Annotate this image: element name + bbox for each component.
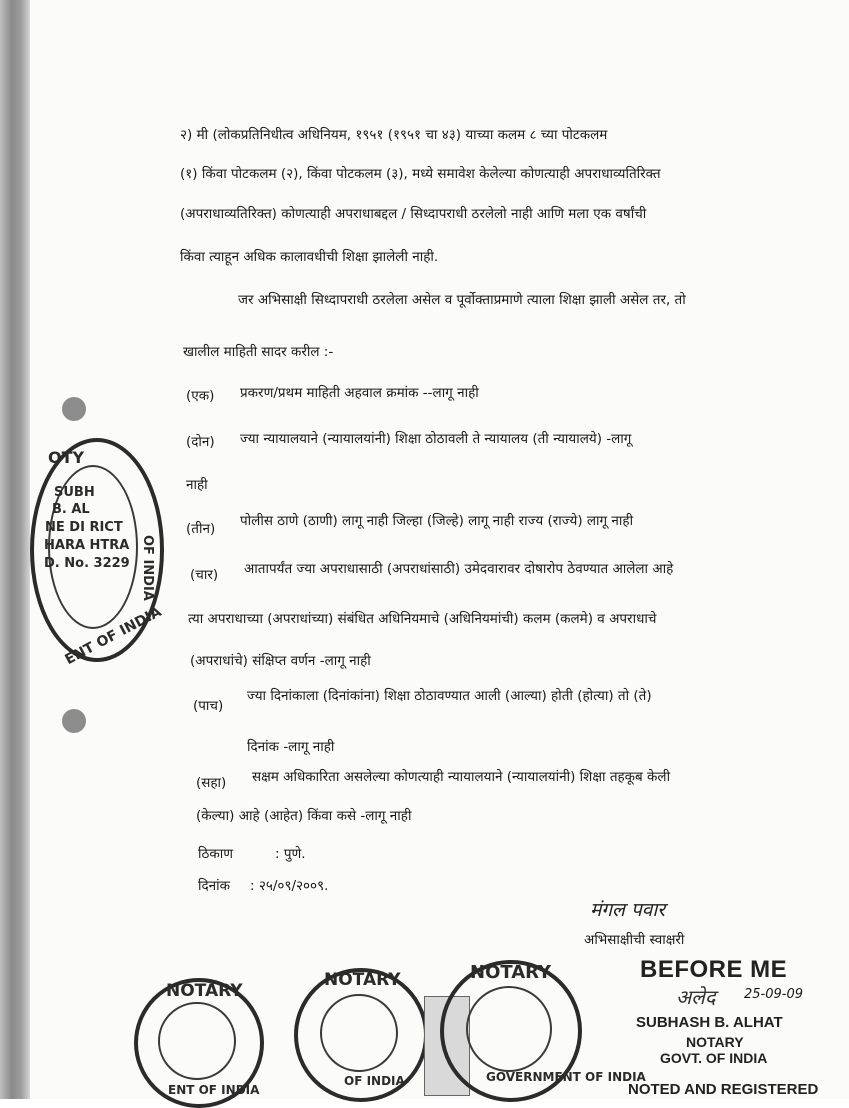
seal-left-line-2: B. AL <box>52 502 90 517</box>
item-saha-text: सक्षम अधिकारिता असलेल्या कोणत्याही न्यायालयाने (न्यायालयांनी) शिक्षा तहकूब केली <box>252 769 671 785</box>
item-ek-text: प्रकरण/प्रथम माहिती अहवाल क्रमांक --लागू नाही <box>240 385 479 401</box>
item-char-marker: (चार) <box>190 567 219 583</box>
seal-b3-ring-bottom: GOVERNMENT OF INDIA <box>486 1070 646 1084</box>
stamp-notary-title: NOTARY <box>686 1034 744 1050</box>
item-char-text: आतापर्यंत ज्या अपराधासाठी (अपराधांसाठी) उमेदवारावर दोषारोप ठेवण्यात आलेला आहे <box>244 561 674 577</box>
item-ek-marker: (एक) <box>186 388 215 404</box>
date-label: दिनांक <box>198 878 231 894</box>
scan-left-edge <box>0 0 30 1099</box>
seal-left-line-4: HARA HTRA <box>44 538 130 553</box>
seal-b1-ring-top: NOTARY <box>166 981 243 1001</box>
stamp-noted-registered: NOTED AND REGISTERED <box>628 1081 819 1098</box>
seal-b2-ring-bottom: OF INDIA <box>344 1074 405 1088</box>
item-don-text: ज्या न्यायालयाने (न्यायालयांनी) शिक्षा ठोठावली ते न्यायालय (ती न्यायालये) -लागू <box>240 431 632 447</box>
seal-left-line-3: NE DI RICT <box>45 520 123 535</box>
item-saha-marker: (सहा) <box>196 775 227 791</box>
stamp-notary-govt: GOVT. OF INDIA <box>660 1050 768 1066</box>
stamp-before-me: BEFORE ME <box>640 956 788 983</box>
item-saha-text-cont: (केल्या) आहे (आहेत) किंवा कसे -लागू नाही <box>196 808 412 824</box>
para-2-line-1: २) मी (लोकप्रतिनिधीत्व अधिनियम, १९५१ (१९५१ चा ४३) याच्या कलम ८ च्या पोटकलम <box>180 127 608 143</box>
punch-hole-top <box>62 397 86 421</box>
seal-left-line-5: D. No. 3229 <box>44 556 130 571</box>
place-label: ठिकाण <box>198 846 233 862</box>
seal-b2-ring-top: NOTARY <box>324 970 401 990</box>
item-pach-marker: (पाच) <box>193 698 224 714</box>
para-2-line-3: (अपराधाव्यतिरिक्त) कोणत्याही अपराधाबद्दल / सिध्दापराधी ठरलेलो नाही आणि मला एक वर्षांची <box>180 206 647 222</box>
seal-left-ring-bottom: ENT OF INDIA <box>62 603 165 669</box>
conviction-intro-line-2: खालील माहिती सादर करील :- <box>183 344 334 360</box>
deponent-signature: मंगल पवार <box>590 899 666 921</box>
seal-b1-ring-bottom: ENT OF INDIA <box>168 1083 260 1097</box>
item-pach-text-cont: दिनांक -लागू नाही <box>247 739 335 755</box>
seal-left-ring-top: OTY <box>48 448 85 467</box>
item-pach-text: ज्या दिनांकाला (दिनांकांना) शिक्षा ठोठावण्यात आली (आल्या) होती (होत्या) तो (ते) <box>247 688 652 704</box>
notary-signature: अलेद <box>676 985 716 1009</box>
place-value: : पुणे. <box>275 846 306 862</box>
item-char-text-cont-1: त्या अपराधाच्या (अपराधांच्या) संबंधित अधिनियमाचे (अधिनियमांची) कलम (कलमे) व अपराधाचे <box>188 611 657 627</box>
item-teen-marker: (तीन) <box>186 521 216 537</box>
item-char-text-cont-2: (अपराधांचे) संक्षिप्त वर्णन -लागू नाही <box>190 653 371 669</box>
item-don-marker: (दोन) <box>186 434 215 450</box>
stamp-notary-name: SUBHASH B. ALHAT <box>636 1014 783 1031</box>
item-teen-text: पोलीस ठाणे (ठाणी) लागू नाही जिल्हा (जिल्हे) लागू नाही राज्य (राज्ये) लागू नाही <box>240 513 634 529</box>
conviction-intro-line-1: जर अभिसाक्षी सिध्दापराधी ठरलेला असेल व पूर्वोक्ताप्रमाणे त्याला शिक्षा झाली असेल तर, तो <box>238 292 686 308</box>
notary-signed-date: 25-09-09 <box>744 987 804 1002</box>
punch-hole-bottom <box>62 709 86 733</box>
date-value: : २५/०९/२००९. <box>250 878 329 894</box>
seal-left-line-1: SUBH <box>54 485 95 500</box>
deponent-signature-label: अभिसाक्षीची स्वाक्षरी <box>584 932 685 948</box>
seal-left-ring-right: OF INDIA <box>140 535 155 601</box>
item-don-text-cont: नाही <box>186 477 208 493</box>
para-2-line-2: (१) किंवा पोटकलम (२), किंवा पोटकलम (३), मध्ये समावेश केलेल्या कोणत्याही अपराधाव्यतिरिक्त <box>180 166 661 182</box>
seal-b3-ring-top: NOTARY <box>470 962 552 983</box>
para-2-line-4: किंवा त्याहून अधिक कालावधीची शिक्षा झालेली नाही. <box>180 249 439 265</box>
